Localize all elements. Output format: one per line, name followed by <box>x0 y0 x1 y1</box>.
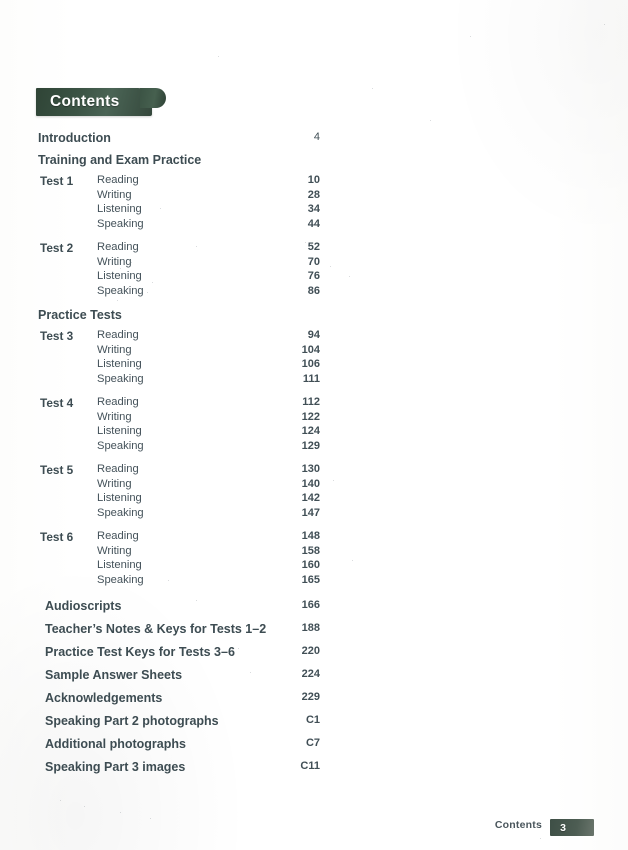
scan-speckle <box>333 480 334 481</box>
scan-speckle <box>604 24 605 25</box>
toc-page-backmatter: 166 <box>301 599 320 611</box>
toc-page-introduction: 4 <box>313 131 320 143</box>
toc-page-backmatter: 220 <box>301 645 320 657</box>
toc-skill-label: Writing <box>97 410 132 423</box>
toc-skill-page: 140 <box>301 477 320 490</box>
toc-entry-backmatter: Speaking Part 3 images <box>45 760 186 774</box>
scan-speckle <box>372 88 373 89</box>
toc-skill-label: Writing <box>97 188 132 201</box>
toc-skill-page: 104 <box>301 343 320 356</box>
toc-skill-label: Writing <box>97 343 132 356</box>
scan-speckle <box>218 56 219 57</box>
scan-speckle <box>128 287 129 288</box>
scan-speckle <box>196 600 197 601</box>
toc-skill-page: 52 <box>307 241 320 253</box>
toc-test-label: Test 1 <box>40 174 74 188</box>
toc-skill-page: 94 <box>307 329 320 341</box>
scan-speckle <box>430 120 431 121</box>
toc-entry-backmatter: Audioscripts <box>45 599 122 613</box>
scan-speckle <box>305 242 306 243</box>
toc-test-label: Test 5 <box>40 463 74 477</box>
toc-skill-page: 44 <box>307 217 320 230</box>
toc-skill-page: 86 <box>307 284 320 297</box>
footer-page-badge <box>550 819 594 836</box>
toc-skill-page: 106 <box>301 358 320 370</box>
toc-skill-label: Reading <box>97 174 139 186</box>
toc-skill-label: Writing <box>97 255 132 268</box>
scan-speckle <box>352 560 353 561</box>
toc-page-backmatter: 229 <box>301 691 320 703</box>
scan-speckle <box>120 812 121 813</box>
toc-skill-page: 111 <box>302 372 320 385</box>
toc-entry-backmatter: Additional photographs <box>45 737 186 751</box>
toc-skill-label: Reading <box>97 530 139 542</box>
scan-speckle <box>117 300 118 301</box>
toc-skill-label: Listening <box>97 425 142 437</box>
toc-page-backmatter: 188 <box>301 622 320 634</box>
toc-skill-label: Listening <box>97 559 142 571</box>
toc-skill-page: 148 <box>301 530 320 542</box>
toc-skill-page: 142 <box>301 492 320 504</box>
toc-page-backmatter: C11 <box>300 760 320 772</box>
toc-skill-page: 158 <box>301 544 320 557</box>
toc-skill-label: Listening <box>97 203 142 215</box>
scan-speckle <box>120 268 121 269</box>
toc-skill-label: Listening <box>97 270 142 282</box>
toc-skill-label: Reading <box>97 396 139 408</box>
contents-banner <box>36 88 152 116</box>
footer-page-number: 3 <box>560 822 566 834</box>
scan-speckle <box>147 292 148 293</box>
toc-skill-label: Speaking <box>97 573 144 586</box>
toc-skill-label: Speaking <box>97 506 144 519</box>
scan-speckle <box>330 266 331 267</box>
toc-test-label: Test 2 <box>40 241 74 255</box>
toc-entry-backmatter: Teacher’s Notes & Keys for Tests 1–2 <box>45 622 267 636</box>
toc-skill-label: Reading <box>97 241 139 253</box>
toc-skill-page: 28 <box>307 188 320 201</box>
toc-section-heading: Practice Tests <box>38 308 122 322</box>
toc-skill-label: Writing <box>97 477 132 490</box>
scan-speckle <box>196 246 197 247</box>
footer-section-label: Contents <box>494 819 542 831</box>
toc-skill-label: Speaking <box>97 439 144 452</box>
scan-speckle <box>540 838 541 839</box>
page-footer <box>0 800 628 850</box>
toc-section-heading: Training and Exam Practice <box>38 153 202 167</box>
toc-skill-label: Speaking <box>97 372 144 385</box>
toc-skill-label: Reading <box>97 329 139 341</box>
toc-skill-label: Writing <box>97 544 132 557</box>
scan-speckle <box>60 800 61 801</box>
toc-skill-label: Speaking <box>97 284 144 297</box>
scan-speckle <box>238 648 239 649</box>
scan-speckle <box>152 282 153 283</box>
scan-speckle <box>131 262 132 263</box>
toc-skill-label: Listening <box>97 492 142 504</box>
toc-page-backmatter: C1 <box>305 714 320 726</box>
toc-skill-page: 112 <box>302 396 320 408</box>
toc-entry-introduction: Introduction <box>38 131 111 145</box>
scan-speckle <box>470 36 471 37</box>
toc-skill-page: 10 <box>307 174 320 186</box>
toc-page-backmatter: C7 <box>305 737 320 749</box>
scan-speckle <box>250 672 251 673</box>
toc-skill-page: 130 <box>301 463 320 475</box>
toc-entry-backmatter: Sample Answer Sheets <box>45 668 183 682</box>
toc-entry-backmatter: Acknowledgements <box>45 691 163 705</box>
scan-speckle <box>168 580 169 581</box>
scan-speckle <box>512 828 513 829</box>
scan-speckle <box>96 310 97 311</box>
scan-speckle <box>150 818 151 819</box>
toc-skill-page: 129 <box>301 439 320 452</box>
toc-skill-page: 160 <box>301 559 320 571</box>
toc-skill-page: 76 <box>307 270 320 282</box>
toc-skill-page: 122 <box>301 410 320 423</box>
toc-skill-page: 165 <box>301 573 320 586</box>
toc-page-backmatter: 224 <box>301 668 320 680</box>
toc-entry-backmatter: Practice Test Keys for Tests 3–6 <box>45 645 235 659</box>
scan-speckle <box>160 208 161 209</box>
toc-skill-label: Reading <box>97 463 139 475</box>
toc-skill-page: 70 <box>307 255 320 268</box>
contents-banner-label: Contents <box>50 93 120 110</box>
toc-test-label: Test 6 <box>40 530 74 544</box>
scan-speckle <box>84 806 85 807</box>
toc-skill-label: Speaking <box>97 217 144 230</box>
scan-speckle <box>349 276 350 277</box>
toc-skill-page: 147 <box>301 506 320 519</box>
toc-test-label: Test 3 <box>40 329 74 343</box>
toc-test-label: Test 4 <box>40 396 74 410</box>
toc-entry-backmatter: Speaking Part 2 photographs <box>45 714 219 728</box>
toc-skill-label: Listening <box>97 358 142 370</box>
toc-skill-page: 34 <box>307 203 320 215</box>
toc-skill-page: 124 <box>301 425 320 437</box>
